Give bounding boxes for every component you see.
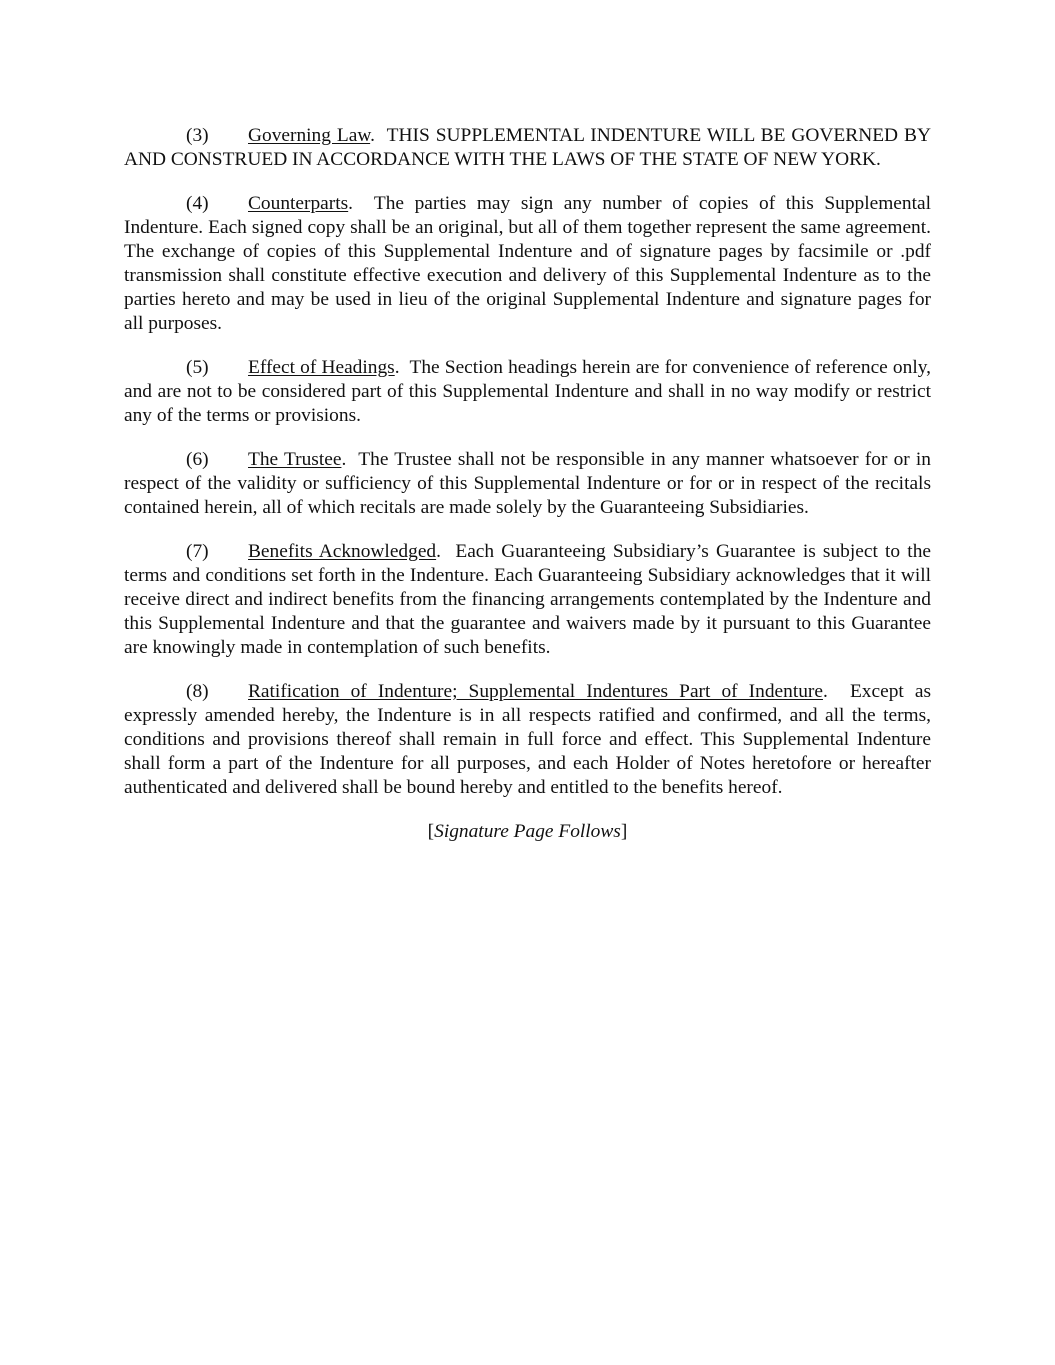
section-5: (5) Effect of Headings. The Section headings herein are for convenience of reference only, and are not to be considered part of this Supplemental Indenture and shall in no way modify or restrict any of the terms or provisions. [124,357,931,426]
section-heading: Ratification of Indenture; Supplemental Indentures Part of Indenture [248,681,823,702]
section-7: (7) Benefits Acknowledged. Each Guaranteeing Subsidiary’s Guarantee is subject to the terms and conditions set forth in the Indenture. Each Guaranteeing Subsidiary acknowledges that it will receive direct and indirect benefits from the financing arrangements contemplated by the Indenture and this Supplemental Indenture and that the guarantee and waivers made by it pursuant to this Guarantee are knowingly made in contemplation of such benefits. [124,541,931,658]
section-6: (6) The Trustee. The Trustee shall not be responsible in any manner whatsoever for or in respect of the validity or sufficiency of this Supplemental Indenture or for or in respect of the recitals contained herein, all of which recitals are made solely by the Guaranteeing Subsidiaries. [124,449,931,518]
signature-page-text: Signature Page Follows [434,821,621,842]
section-heading: Counterparts [248,193,349,214]
section-number: (8) [186,681,209,702]
section-3: (3) Governing Law. THIS SUPPLEMENTAL INDENTURE WILL BE GOVERNED BY AND CONSTRUED IN ACCORDANCE WITH THE LAWS OF THE STATE OF NEW YORK. [124,125,931,170]
section-4: (4) Counterparts. The parties may sign any number of copies of this Supplemental Indenture. Each signed copy shall be an original, but all of them together represent the same agreement. The exchange of copies of this Supplemental Indenture and of signature pages by facsimile or .pdf transmission shall constitute effective execution and delivery of this Supplemental Indenture as to the parties hereto and may be used in lieu of the original Supplemental Indenture and signature pages for all purposes. [124,193,931,334]
section-number: (7) [186,541,209,562]
section-body: Each Guaranteeing Subsidiary’s Guarantee is subject to the terms and conditions set forth in the Indenture. Each Guaranteeing Subsidiary acknowledges that it will receive direct and indirect benefits from the financing arrangements contemplated by the Indenture and this Supplemental Indenture and that the guarantee and waivers made by it pursuant to this Guarantee are knowingly made in contemplation of such benefits. [124,541,931,658]
section-heading: Governing Law [248,125,371,146]
section-body: Except as expressly amended hereby, the Indenture is in all respects ratified and confirmed, and all the terms, conditions and provisions thereof shall remain in full force and effect. This Supplemental Indenture shall form a part of the Indenture for all purposes, and each Holder of Notes heretofore or hereafter authenticated and delivered shall be bound hereby and entitled to the benefits hereof. [124,681,932,798]
section-heading: Effect of Headings [248,357,395,378]
open-bracket: [ [427,821,435,842]
section-number: (3) [186,125,209,146]
section-body: The parties may sign any number of copies of this Supplemental Indenture. Each signed copy shall be an original, but all of them together represent the same agreement. The exchange of copies of this Supplemental Indenture and of signature pages by facsimile or .pdf transmission shall constitute effective execution and delivery of this Supplemental Indenture as to the parties hereto and may be used in lieu of the original Supplemental Indenture and signature pages for all purposes. [124,193,931,334]
section-body: The Trustee shall not be responsible in any manner whatsoever for or in respect of the validity or sufficiency of this Supplemental Indenture or for or in respect of the recitals contained herein, all of which recitals are made solely by the Guaranteeing Subsidiaries. [124,449,931,518]
section-body: The Section headings herein are for convenience of reference only, and are not to be considered part of this Supplemental Indenture and shall in no way modify or restrict any of the terms or provisions. [124,357,931,426]
section-8: (8) Ratification of Indenture; Supplemental Indentures Part of Indenture. Except as expressly amended hereby, the Indenture is in all respects ratified and confirmed, and all the terms, conditions and provisions thereof shall remain in full force and effect. This Supplemental Indenture shall form a part of the Indenture for all purposes, and each Holder of Notes heretofore or hereafter authenticated and delivered shall be bound hereby and entitled to the benefits hereof. [124,681,932,798]
section-heading: The Trustee [248,449,342,470]
signature-page-note [124,820,931,844]
section-number: (6) [186,449,209,470]
document-page [124,124,931,863]
section-number: (5) [186,357,209,378]
section-body: THIS SUPPLEMENTAL INDENTURE WILL BE GOVERNED BY AND CONSTRUED IN ACCORDANCE WITH THE LAWS OF THE STATE OF NEW YORK. [124,125,931,170]
close-bracket: ] [620,821,628,842]
section-heading: Benefits Acknowledged [248,541,437,562]
section-number: (4) [186,193,209,214]
